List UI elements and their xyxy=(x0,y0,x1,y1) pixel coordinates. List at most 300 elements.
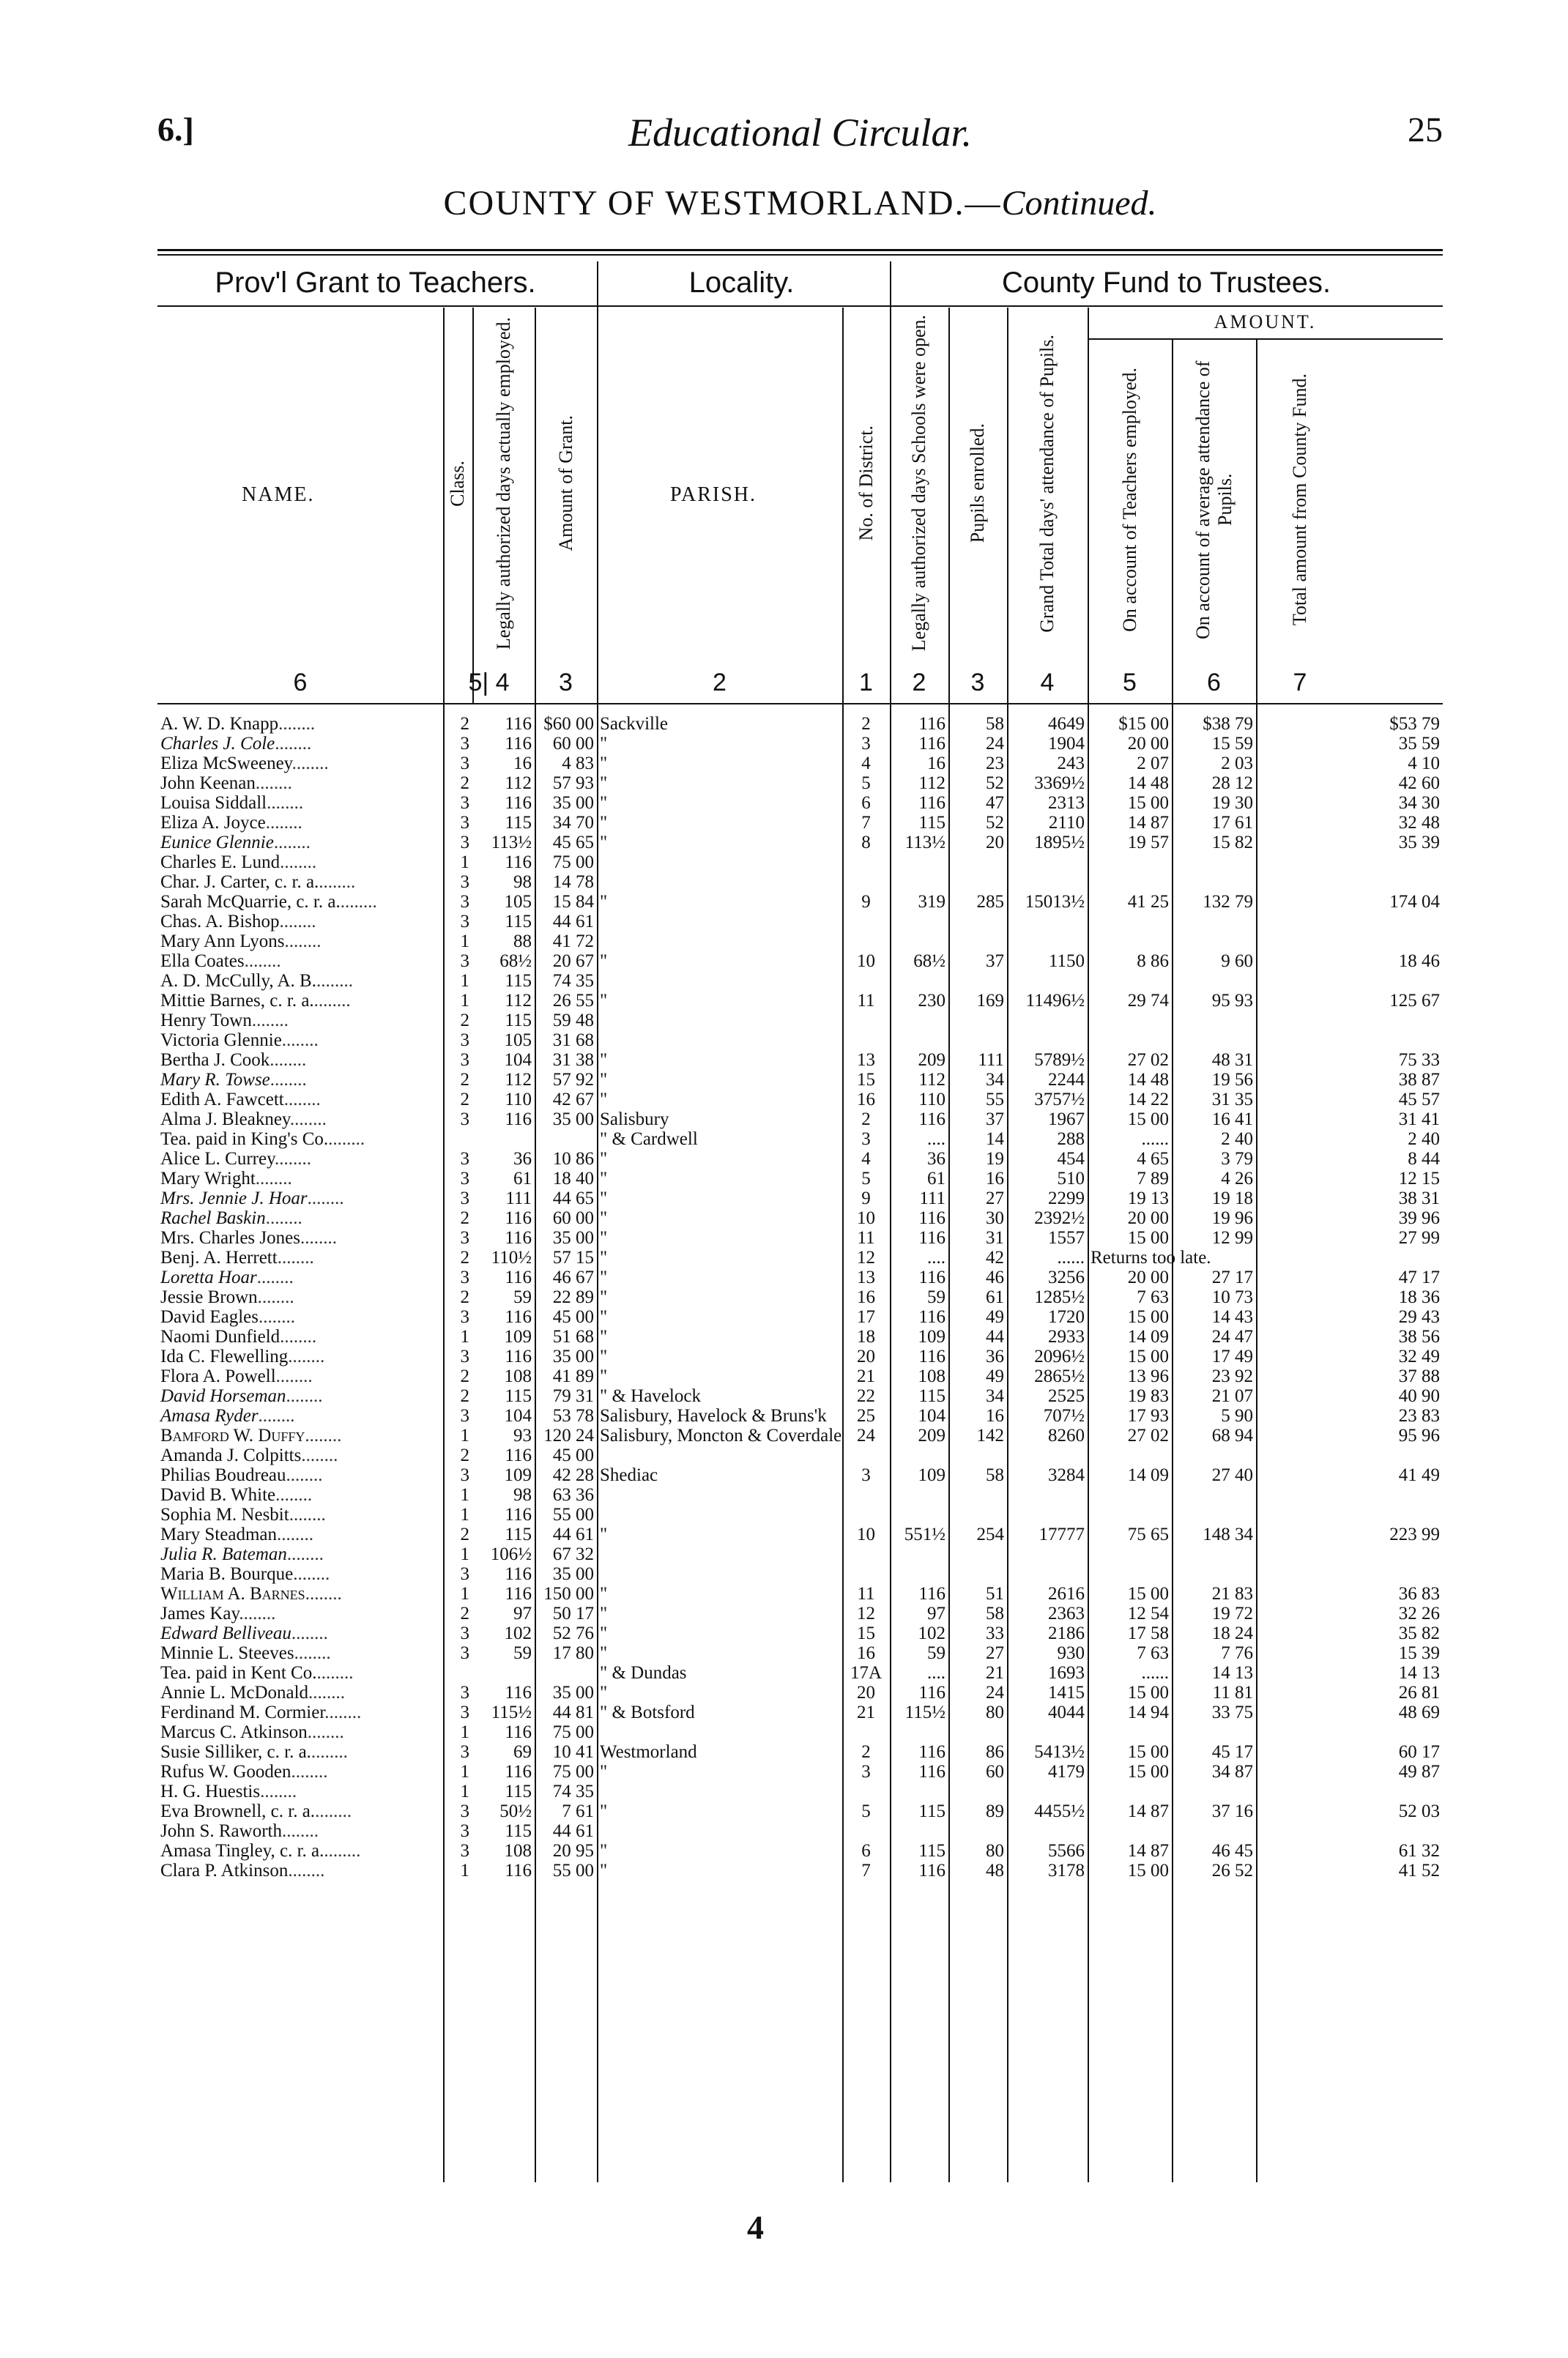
cell-teach xyxy=(1088,1485,1172,1505)
cell-district: 9 xyxy=(861,892,871,912)
table-row: Mary Wright........ 3 61 18 40 " 5 61 16 510 7 89 4 26 12 15 xyxy=(157,1169,1443,1189)
cell-grant: 22 89 xyxy=(552,1287,594,1307)
cell-open: 115 xyxy=(918,813,945,833)
cell-days: 116 xyxy=(505,793,532,813)
cell-pupils: 142 xyxy=(976,1426,1004,1446)
cell-class: 1 xyxy=(460,991,469,1011)
cell-attend: 4044 xyxy=(1048,1703,1085,1722)
cell-total: 40 90 xyxy=(1398,1386,1440,1406)
cell-attend xyxy=(1007,1722,1088,1742)
cell-open: 116 xyxy=(918,1347,945,1366)
table-row: Henry Town........ 2 115 59 48 xyxy=(157,1011,1443,1030)
teacher-name: Edward Belliveau xyxy=(160,1624,291,1643)
cell-teach: 7 89 xyxy=(1137,1169,1169,1189)
cell-attend: 4179 xyxy=(1048,1762,1085,1782)
cell-parish: " xyxy=(600,1643,608,1663)
cell-grant: 44 65 xyxy=(552,1189,594,1208)
teacher-name: Chas. A. Bishop xyxy=(160,912,280,931)
cell-class: 2 xyxy=(460,1525,469,1544)
cell-class: 2 xyxy=(460,1446,469,1465)
cell-open: 116 xyxy=(918,714,945,734)
cell-open: 116 xyxy=(918,1742,945,1762)
teacher-name: Rachel Baskin xyxy=(160,1208,266,1228)
cell-teach: 15 00 xyxy=(1127,793,1169,813)
cell-district: 7 xyxy=(861,1861,871,1881)
cell-attend xyxy=(1007,1030,1088,1050)
teacher-name: William A. Barnes xyxy=(160,1584,305,1604)
cell-teach: 14 87 xyxy=(1127,813,1169,833)
cell-pupils: 33 xyxy=(986,1624,1004,1643)
table-row: Maria B. Bourque........ 3 116 35 00 xyxy=(157,1564,1443,1584)
cell-grant: 60 00 xyxy=(552,1208,594,1228)
cell-open: 110 xyxy=(918,1090,945,1109)
cell-avg: 19 30 xyxy=(1211,793,1253,813)
cell-district: 21 xyxy=(857,1703,875,1722)
cell-pupils: 169 xyxy=(976,991,1004,1011)
cell-days: 115 xyxy=(505,813,532,833)
cell-total: 45 57 xyxy=(1398,1090,1440,1109)
cell-district: 2 xyxy=(861,1109,871,1129)
cell-parish xyxy=(597,1782,842,1801)
cell-days: 104 xyxy=(504,1050,532,1070)
cell-attend: 3284 xyxy=(1048,1465,1085,1485)
cell-pupils: 61 xyxy=(986,1287,1004,1307)
cell-parish: " xyxy=(600,1307,608,1327)
cell-avg: 4 26 xyxy=(1221,1169,1253,1189)
cell-open: 116 xyxy=(918,1762,945,1782)
cell-parish: Sackville xyxy=(600,714,669,734)
cell-teach xyxy=(1088,1011,1172,1030)
cell-open xyxy=(890,872,948,892)
cell-parish: " xyxy=(600,1347,608,1366)
cell-avg: 10 73 xyxy=(1211,1287,1253,1307)
cell-pupils: 47 xyxy=(986,793,1004,813)
colnum-class-days: 5| 4 xyxy=(468,669,510,696)
cell-avg xyxy=(1172,1485,1256,1505)
cell-pupils xyxy=(948,1544,1007,1564)
cell-district xyxy=(842,971,890,991)
teacher-name: David Horseman xyxy=(160,1386,286,1406)
cell-pupils xyxy=(948,912,1007,931)
cell-open: .... xyxy=(927,1663,945,1683)
col-avg-attendance: On account of average attendance of Pupils. xyxy=(1192,360,1236,639)
cell-district: 22 xyxy=(857,1386,875,1406)
cell-district: 4 xyxy=(861,754,871,773)
cell-class: 2 xyxy=(460,1386,469,1406)
cell-district: 20 xyxy=(857,1683,875,1703)
cell-teach: 19 13 xyxy=(1127,1189,1169,1208)
table-row: Edith A. Fawcett........ 2 110 42 67 " 16 110 55 3757½ 14 22 31 35 45 57 xyxy=(157,1090,1443,1109)
cell-district: 5 xyxy=(861,1169,871,1189)
cell-district xyxy=(842,912,890,931)
cell-class: 1 xyxy=(460,1485,469,1505)
cell-open: 115 xyxy=(918,1801,945,1821)
cell-class: 1 xyxy=(460,852,469,872)
cell-class: 3 xyxy=(460,1030,469,1050)
col-grant: Amount of Grant. xyxy=(554,415,576,551)
table-row: Mary Steadman........ 2 115 44 61 " 10 551½ 254 17777 75 65 148 34 223 99 xyxy=(157,1525,1443,1544)
table-row: Susie Silliker, c. r. a......... 3 69 10 41 Westmorland 2 116 86 5413½ 15 00 45 17 60 17 xyxy=(157,1742,1443,1762)
cell-pupils xyxy=(948,1821,1007,1841)
table-row: Ferdinand M. Cormier........ 3 115½ 44 81 " & Botsford 21 115½ 80 4044 14 94 33 75 48 69 xyxy=(157,1703,1443,1722)
teacher-name: Flora A. Powell xyxy=(160,1366,276,1386)
cell-days: 108 xyxy=(504,1366,532,1386)
cell-grant: 45 00 xyxy=(552,1446,594,1465)
cell-district: 3 xyxy=(861,1129,871,1149)
cell-parish: Shediac xyxy=(600,1465,658,1485)
cell-district xyxy=(842,1564,890,1584)
cell-parish: " xyxy=(600,951,608,971)
cell-teach: 14 09 xyxy=(1127,1327,1169,1347)
cell-district: 12 xyxy=(857,1248,875,1268)
cell-pupils xyxy=(948,1722,1007,1742)
cell-district: 13 xyxy=(857,1050,875,1070)
cell-teach: 14 94 xyxy=(1127,1703,1169,1722)
cell-avg xyxy=(1172,1564,1256,1584)
cell-teach: 17 93 xyxy=(1127,1406,1169,1426)
page-number: 25 xyxy=(1408,111,1443,149)
cell-teach: 14 87 xyxy=(1127,1841,1169,1861)
cell-class: 3 xyxy=(460,1307,469,1327)
cell-teach xyxy=(1088,971,1172,991)
cell-parish: " & Cardwell xyxy=(600,1129,698,1149)
cell-total xyxy=(1256,912,1443,931)
cell-open: 116 xyxy=(918,1268,945,1287)
cell-pupils: 111 xyxy=(978,1050,1004,1070)
cell-attend: 454 xyxy=(1057,1149,1085,1169)
cell-grant: 10 41 xyxy=(552,1742,594,1762)
cell-days: 116 xyxy=(505,1109,532,1129)
table-row: Louisa Siddall........ 3 116 35 00 " 6 116 47 2313 15 00 19 30 34 30 xyxy=(157,793,1443,813)
cell-attend: 1415 xyxy=(1048,1683,1085,1703)
cell-pupils: 55 xyxy=(986,1090,1004,1109)
cell-pupils: 14 xyxy=(986,1129,1004,1149)
cell-pupils: 80 xyxy=(986,1841,1004,1861)
cell-pupils xyxy=(948,1782,1007,1801)
cell-parish: " xyxy=(600,833,608,852)
cell-days xyxy=(472,1129,535,1149)
cell-district: 13 xyxy=(857,1268,875,1287)
cell-district: 3 xyxy=(861,1762,871,1782)
cell-district: 11 xyxy=(857,1584,875,1604)
cell-class: 3 xyxy=(460,1109,469,1129)
cell-total: 2 40 xyxy=(1408,1129,1440,1149)
table-row: Sophia M. Nesbit........ 1 116 55 00 xyxy=(157,1505,1443,1525)
cell-attend: 5566 xyxy=(1048,1841,1085,1861)
cell-avg: 95 93 xyxy=(1211,991,1253,1011)
cell-open: 104 xyxy=(918,1406,945,1426)
teacher-name: James Kay xyxy=(160,1604,239,1624)
cell-open: 551½ xyxy=(904,1525,945,1544)
col-attendance: Grand Total days' attendance of Pupils. xyxy=(1036,334,1058,633)
cell-class: 3 xyxy=(460,833,469,852)
teacher-name: Edith A. Fawcett xyxy=(160,1090,284,1109)
cell-avg: 27 40 xyxy=(1211,1465,1253,1485)
col-days-employed: Legally authorized days actually employed. xyxy=(492,316,514,650)
cell-grant: 74 35 xyxy=(552,971,594,991)
table-row: Clara P. Atkinson........ 1 116 55 00 " 7 116 48 3178 15 00 26 52 41 52 xyxy=(157,1861,1443,1881)
cell-pupils: 37 xyxy=(986,951,1004,971)
cell-parish xyxy=(597,912,842,931)
teacher-name: Susie Silliker, c. r. a. xyxy=(160,1742,311,1762)
teacher-name: Char. J. Carter, c. r. a. xyxy=(160,872,319,892)
cell-days: 69 xyxy=(513,1742,532,1762)
cell-grant: 34 70 xyxy=(552,813,594,833)
cell-parish: Salisbury xyxy=(600,1109,669,1129)
cell-parish: " xyxy=(600,1624,608,1643)
teacher-name: Philias Boudreau xyxy=(160,1465,286,1485)
cell-district: 25 xyxy=(857,1406,875,1426)
cell-attend: 2299 xyxy=(1048,1189,1085,1208)
cell-pupils: 89 xyxy=(986,1801,1004,1821)
teacher-name: Benj. A. Herrett xyxy=(160,1248,278,1268)
cell-class: 1 xyxy=(460,1505,469,1525)
cell-grant: 55 00 xyxy=(552,1505,594,1525)
cell-days: 115 xyxy=(505,1525,532,1544)
cell-pupils: 23 xyxy=(986,754,1004,773)
table-row: Julia R. Bateman........ 1 106½ 67 32 xyxy=(157,1544,1443,1564)
cell-total: 125 67 xyxy=(1389,991,1440,1011)
table-row: Alice L. Currey........ 3 36 10 86 " 4 36 19 454 4 65 3 79 8 44 xyxy=(157,1149,1443,1169)
cell-days: 109 xyxy=(504,1465,532,1485)
cell-teach: $15 00 xyxy=(1118,714,1169,734)
cell-parish: " & Havelock xyxy=(600,1386,701,1406)
cell-total xyxy=(1256,872,1443,892)
cell-attend xyxy=(1007,1011,1088,1030)
cell-days: 105 xyxy=(504,892,532,912)
cell-district: 3 xyxy=(861,734,871,754)
group-locality: Locality. xyxy=(688,267,795,299)
cell-open: 112 xyxy=(918,1070,945,1090)
cell-days: 116 xyxy=(505,852,532,872)
cell-attend xyxy=(1007,1446,1088,1465)
cell-total: 60 17 xyxy=(1398,1742,1440,1762)
cell-pupils: 19 xyxy=(986,1149,1004,1169)
cell-pupils: 58 xyxy=(986,1604,1004,1624)
cell-pupils: 21 xyxy=(986,1663,1004,1683)
cell-pupils: 58 xyxy=(986,1465,1004,1485)
cell-grant: 75 00 xyxy=(552,1762,594,1782)
table-row: Tea. paid in Kent Co......... " & Dundas 17A .... 21 1693 ...... 14 13 14 13 xyxy=(157,1663,1443,1683)
cell-pupils: 51 xyxy=(986,1584,1004,1604)
cell-class: 2 xyxy=(460,773,469,793)
cell-pupils: 24 xyxy=(986,734,1004,754)
cell-avg: 24 47 xyxy=(1211,1327,1253,1347)
cell-avg xyxy=(1172,1030,1256,1050)
cell-parish: " xyxy=(600,1801,608,1821)
cell-parish: " & Botsford xyxy=(600,1703,695,1722)
teacher-name: Charles E. Lund xyxy=(160,852,280,872)
cell-district: 16 xyxy=(857,1287,875,1307)
cell-parish: " xyxy=(600,1149,608,1169)
cell-open: 115 xyxy=(918,1841,945,1861)
cell-district xyxy=(842,872,890,892)
cell-grant xyxy=(535,1129,597,1149)
cell-attend xyxy=(1007,1821,1088,1841)
teacher-name: Ida C. Flewelling xyxy=(160,1347,289,1366)
cell-parish: " xyxy=(600,813,608,833)
colnum-district: 1 xyxy=(859,669,873,696)
teacher-name: Mary Wright xyxy=(160,1169,256,1189)
cell-attend: 15013½ xyxy=(1025,892,1085,912)
cell-open xyxy=(890,1446,948,1465)
table-row: A. W. D. Knapp........ 2 116 $60 00 Sackville 2 116 58 4649 $15 00 $38 79 $53 79 xyxy=(157,714,1443,734)
cell-days: 97 xyxy=(513,1604,532,1624)
cell-district: 24 xyxy=(857,1426,875,1446)
cell-parish xyxy=(597,1821,842,1841)
cell-class: 3 xyxy=(460,1821,469,1841)
cell-class: 3 xyxy=(460,1149,469,1169)
cell-district: 3 xyxy=(861,1465,871,1485)
running-title: Educational Circular. xyxy=(628,111,972,155)
cell-avg: 17 61 xyxy=(1211,813,1253,833)
cell-total: 18 36 xyxy=(1398,1287,1440,1307)
colnum-name: 6 xyxy=(293,669,308,696)
cell-district: 12 xyxy=(857,1604,875,1624)
cell-grant: 57 15 xyxy=(552,1248,594,1268)
cell-avg: 17 49 xyxy=(1211,1347,1253,1366)
cell-grant: 45 65 xyxy=(552,833,594,852)
cell-days: 115 xyxy=(505,971,532,991)
teacher-name: Victoria Glennie xyxy=(160,1030,282,1050)
cell-total xyxy=(1256,931,1443,951)
cell-attend xyxy=(1007,1782,1088,1801)
cell-total: 36 83 xyxy=(1398,1584,1440,1604)
cell-attend: 1150 xyxy=(1048,951,1085,971)
cell-days: 61 xyxy=(513,1169,532,1189)
cell-total: 8 44 xyxy=(1408,1149,1440,1169)
cell-parish xyxy=(597,931,842,951)
cell-grant: 17 80 xyxy=(552,1643,594,1663)
cell-avg xyxy=(1172,1446,1256,1465)
cell-parish: " xyxy=(600,1248,608,1268)
col-class: Class. xyxy=(447,460,468,507)
cell-avg: 12 99 xyxy=(1211,1228,1253,1248)
cell-parish: " xyxy=(600,892,608,912)
cell-attend: 2186 xyxy=(1048,1624,1085,1643)
cell-class: 3 xyxy=(460,1169,469,1189)
cell-district: 9 xyxy=(861,1189,871,1208)
county-title xyxy=(157,183,1443,223)
cell-grant: $60 00 xyxy=(543,714,594,734)
cell-district: 5 xyxy=(861,773,871,793)
cell-total: 41 52 xyxy=(1398,1861,1440,1881)
cell-days: 108 xyxy=(504,1841,532,1861)
cell-days: 105 xyxy=(504,1030,532,1050)
cell-open: 116 xyxy=(918,1683,945,1703)
cell-grant: 35 00 xyxy=(552,1228,594,1248)
cell-parish: " xyxy=(600,1604,608,1624)
cell-open: 16 xyxy=(927,754,945,773)
table-row: John Keenan........ 2 112 57 93 " 5 112 52 3369½ 14 48 28 12 42 60 xyxy=(157,773,1443,793)
cell-attend: 930 xyxy=(1057,1643,1085,1663)
table-row: Mary Ann Lyons........ 1 88 41 72 xyxy=(157,931,1443,951)
cell-teach: 17 58 xyxy=(1127,1624,1169,1643)
cell-attend: 2865½ xyxy=(1034,1366,1085,1386)
cell-grant: 74 35 xyxy=(552,1782,594,1801)
cell-class: 1 xyxy=(460,1861,469,1881)
table-row: Amasa Tingley, c. r. a......... 3 108 20 95 " 6 115 80 5566 14 87 46 45 61 32 xyxy=(157,1841,1443,1861)
cell-days: 112 xyxy=(505,1070,532,1090)
cell-avg: 14 13 xyxy=(1211,1663,1253,1683)
cell-total: 35 82 xyxy=(1398,1624,1440,1643)
cell-parish: " xyxy=(600,1050,608,1070)
teacher-name: Ella Coates xyxy=(160,951,245,971)
cell-total: 26 81 xyxy=(1398,1683,1440,1703)
cell-grant: 79 31 xyxy=(552,1386,594,1406)
teacher-name: Naomi Dunfield xyxy=(160,1327,280,1347)
cell-days: 116 xyxy=(505,1683,532,1703)
cell-grant: 31 38 xyxy=(552,1050,594,1070)
cell-pupils: 34 xyxy=(986,1386,1004,1406)
cell-avg: 132 79 xyxy=(1203,892,1253,912)
cell-attend: 288 xyxy=(1057,1129,1085,1149)
cell-open: 115½ xyxy=(904,1703,945,1722)
teacher-name: Alma J. Bleakney xyxy=(160,1109,290,1129)
cell-class: 3 xyxy=(460,1268,469,1287)
cell-pupils: 30 xyxy=(986,1208,1004,1228)
cell-avg xyxy=(1172,852,1256,872)
cell-avg: 37 16 xyxy=(1211,1801,1253,1821)
teacher-name: Eunice Glennie xyxy=(160,833,274,852)
cell-pupils: 37 xyxy=(986,1109,1004,1129)
cell-teach xyxy=(1088,852,1172,872)
cell-teach xyxy=(1088,931,1172,951)
teacher-name: Mrs. Charles Jones xyxy=(160,1228,300,1248)
cell-class: 3 xyxy=(460,734,469,754)
cell-district: 11 xyxy=(857,1228,875,1248)
cell-teach: 75 65 xyxy=(1127,1525,1169,1544)
cell-district: 7 xyxy=(861,813,871,833)
cell-parish: " xyxy=(600,1327,608,1347)
cell-teach xyxy=(1088,872,1172,892)
cell-attend: 2313 xyxy=(1048,793,1085,813)
cell-parish xyxy=(597,1722,842,1742)
cell-avg: 16 41 xyxy=(1211,1109,1253,1129)
cell-teach: 8 86 xyxy=(1137,951,1169,971)
cell-attend: 2244 xyxy=(1048,1070,1085,1090)
cell-days: 116 xyxy=(505,1762,532,1782)
cell-attend xyxy=(1007,1485,1088,1505)
teacher-name: Amasa Ryder xyxy=(160,1406,259,1426)
cell-class: 3 xyxy=(460,1683,469,1703)
cell-avg: 9 60 xyxy=(1221,951,1253,971)
cell-attend: 4455½ xyxy=(1034,1801,1085,1821)
cell-days: 111 xyxy=(505,1189,532,1208)
teacher-name: Louisa Siddall xyxy=(160,793,267,813)
teacher-name: Loretta Hoar xyxy=(160,1268,257,1287)
cell-district xyxy=(842,1821,890,1841)
cell-class: 2 xyxy=(460,1070,469,1090)
cell-total: 49 87 xyxy=(1398,1762,1440,1782)
table-row: Mittie Barnes, c. r. a......... 1 112 26 55 " 11 230 169 11496½ 29 74 95 93 125 67 xyxy=(157,991,1443,1011)
table-row: David B. White........ 1 98 63 36 xyxy=(157,1485,1443,1505)
cell-avg xyxy=(1172,1505,1256,1525)
cell-attend: 5413½ xyxy=(1034,1742,1085,1762)
cell-open: 113½ xyxy=(904,833,945,852)
cell-grant: 55 00 xyxy=(552,1861,594,1881)
table-row: David Horseman........ 2 115 79 31 " & Havelock 22 115 34 2525 19 83 21 07 40 90 xyxy=(157,1386,1443,1406)
cell-attend: 707½ xyxy=(1043,1406,1085,1426)
cell-avg xyxy=(1172,1821,1256,1841)
cell-total: 29 43 xyxy=(1398,1307,1440,1327)
cell-days: 115 xyxy=(505,1821,532,1841)
cell-grant: 44 61 xyxy=(552,1821,594,1841)
cell-parish: " xyxy=(600,1841,608,1861)
cell-class: 1 xyxy=(460,1426,469,1446)
cell-teach: 12 54 xyxy=(1127,1604,1169,1624)
cell-avg xyxy=(1172,1782,1256,1801)
